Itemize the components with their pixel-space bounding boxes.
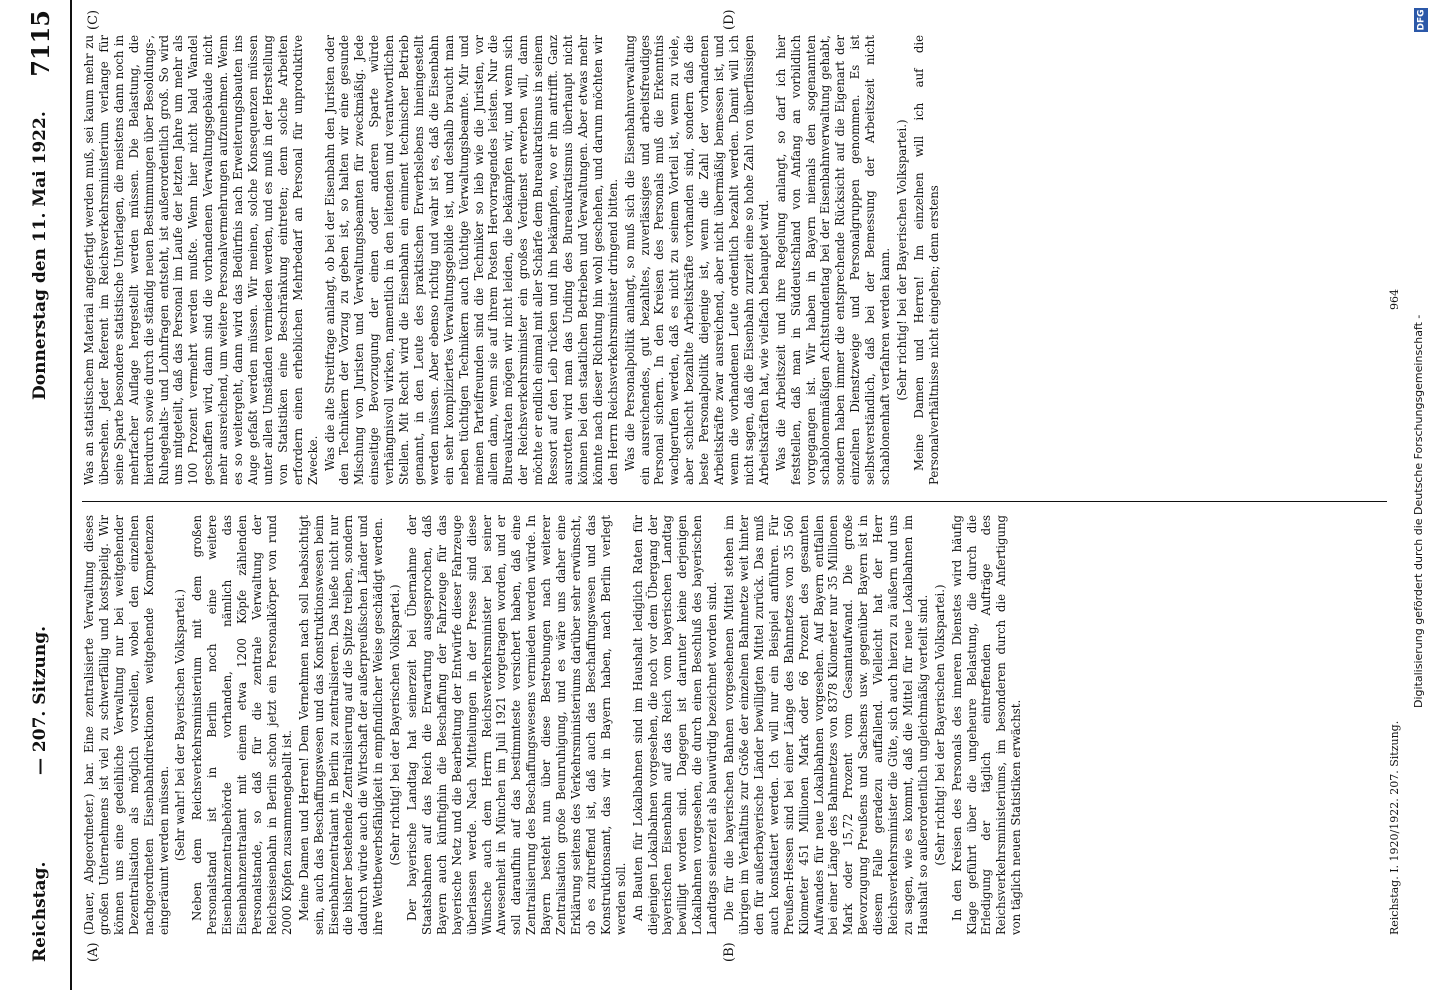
paragraph: Was die Personalpolitik anlangt, so muß sich die Eisenbahnverwaltung ein ausreichendes, gut bezahltes, zuverlässiges und arbeitsfreudiges Personal sichern. In den Kreisen des Personals muß die Erkenntnis wachgerufen werden, daß es nicht zu seinem Vorteil ist, wenn zu viele, aber schlecht bezahlte Arbeitskräfte vorhanden sind, sondern daß die beste Personalpolitik diejenige ist, wenn die Zahl der vorhandenen Arbeitskräfte zwar ausreichend, aber nicht übermäßig bemessen ist, und wenn die vorhandenen Leute ordentlich bezahlt werden. Damit will ich nicht sagen, daß die Eisenbahn zurzeit eine so hohe Zahl von überflüssigen Arbeitskräften hat, wie vielfach behauptet wird. [622, 35, 771, 485]
interjection: (Sehr richtig! bei der Bayerischen Volkspartei.) [388, 584, 403, 866]
right-column [82, 35, 1387, 485]
header-center: — 207. Sitzung. [30, 625, 50, 775]
paragraph: Was die Arbeitszeit und ihre Regelung anlangt, so darf ich hier feststellen, daß man in Süddeutschland von Anfang an vorbildlich vorgegangen ist. Wir haben in Bayern niemals den sogenannten schablonenmäßigen Achtstundentag bei der Eisenbahnverwaltung gehabt, sondern haben immer die entsprechende Rücksicht auf die Eigenart der einzelnen Dienstzweige und Personalgruppen genommen. Es ist selbstverständlich, daß bei der Bemessung der Arbeitszeit nicht schablonenhaft verfahren werden kann. [773, 35, 893, 485]
paragraph: Die für die bayerischen Bahnen vorgesehenen Mittel stehen im übrigen im Verhältnis zur Größe der einzelnen Bahnnetze weit hinter den für außerbayerische Länder bewilligten Mittel zurück. Das muß auch konstatiert werden. Ich will nur ein Beispiel anführen. Für Preußen-Hessen sind bei einer Länge des Bahnnetzes von 35 560 Kilometer 451 Millionen Mark oder 66 Prozent des gesamten Aufwandes für neue Lokalbahnen vorgesehen. Auf Bayern entfallen bei einer Länge des Bahnnetzes von 8378 Kilometer nur 35 Millionen Mark oder 15,72 Prozent vom Gesamtaufwand. Die große Bevorzugung Preußens und Sachsens usw. gegenüber Bayern ist in diesem Falle geradezu auffallend. Vielleicht hat der Herr Reichsverkehrsminister die Güte, sich auch hierzu zu äußern und uns zu sagen, wie es kommt, daß die Mittel für neue Lokalbahnen im Haushalt so außerordentlich ungleichmäßig verteilt sind. [722, 515, 930, 935]
digitization-notice-text: Digitalisierung gefördert durch die Deutsche Forschungsgemeinschaft - [1412, 314, 1425, 708]
paragraph: In den Kreisen des Personals des inneren Dienstes wird häufig Klage geführt über die ungeheure Belastung, die durch die Erledigung der täglich eintreffenden Aufträge des Reichsverkehrsministeriums, im besonderen durch die Anfertigung von täglich neuen Statistiken erwächst. [949, 515, 1024, 935]
page-number: 7115 [26, 10, 55, 77]
paragraph: Was an statistischem Material angefertigt werden muß, sei kaum mehr zu übersehen. Jeder Referent im Reichsverkehrsministerium verlange für seine Sparte besondere statistische Unterlagen, die meistens dann noch in mehrfacher Auflage hergestellt werden müssen. Die Belastung, die hierdurch sowie durch die ständig neuen Bestimmungen über Besoldungs-, Ruhegehalts- und Lohnfragen entsteht, ist außerordentlich groß. So wird uns mitgeteilt, daß das Personal im Laufe der letzten Jahre um mehr als 100 Prozent vermehrt werden mußte. Wenn hier nicht bald Wandel geschaffen wird, dann sind die vorhandenen Verwaltungsgebäude nicht mehr ausreichend, um weitere Personalvermehrungen aufzunehmen. Wenn es so weitergeht, dann wird das Bedürfnis nach Erweiterungsbauten ins Auge gefaßt werden müssen. Wir meinen, solche Konsequenzen müssen unter allen Umständen vermieden werden, und es muß in der Herstellung von Statistiken eine Beschränkung eintreten; denn solche Arbeiten erfordern einen erheblichen Mehrbedarf an Personal für unproduktive Zwecke. [82, 35, 320, 485]
left-column [82, 515, 1387, 935]
header-left: Reichstag. [30, 861, 50, 962]
marker-b: (B) [722, 942, 737, 962]
interjection: (Sehr wahr! bei der Bayerischen Volkspartei.) [173, 589, 188, 861]
digitization-notice [1412, 8, 1430, 998]
paragraph: Der bayerische Landtag hat seinerzeit bei Übernahme der Staatsbahnen auf das Reich die Erwartung ausgesprochen, daß Bayern auch künftighin die Beschaffung der Fahrzeuge für das bayerische Netz und die Bearbeitung der Entwürfe dieser Fahrzeuge überlassen werde. Nach Mitteilungen in der Presse sind diese Wünsche auch dem Herrn Reichsverkehrsminister bei seiner Anwesenheit in München im Juli 1921 vorgetragen worden, und er soll daraufhin auf das bestimmteste versichert haben, daß eine Zentralisierung des Beschaffungswesens vermieden werden würde. In Bayern besteht nun über diese Bestrebungen nach weiterer Zentralisation große Beunruhigung, und es wäre uns daher eine Erklärung seitens des Verkehrsministeriums darüber sehr erwünscht, ob es zutreffend ist, daß auch das Beschaffungswesen und das Konstruktionsamt, das wir in Bayern haben, nach Berlin verlegt werden soll. [405, 515, 628, 935]
interjection: (Sehr richtig! bei der Bayerischen Volkspartei.) [894, 119, 909, 401]
paragraph: Neben dem Reichsverkehrsministerium mit dem großen Personalstand ist in Berlin noch eine weitere Eisenbahnzentralbehörde vorhanden, nämlich das Eisenbahnzentralamt mit einem etwa 1200 Köpfe zählenden Personalstande, so daß für die zentrale Verwaltung der Reichseisenbahn in Berlin schon jetzt ein Personalkörper von rund 2000 Köpfen zusammengeballt ist. [190, 515, 294, 935]
header-right: Donnerstag den 11. Mai 1922. [30, 111, 50, 400]
paragraph: Meine Damen und Herren! Im einzelnen will ich auf die Personalverhältnisse nicht eingehen; denn erstens [911, 35, 941, 485]
interjection: (Sehr richtig! bei der Bayerischen Volkspartei.) [932, 584, 947, 866]
paragraph: An Bauten für Lokalbahnen sind im Haushalt lediglich Raten für diejenigen Lokalbahnen vorgesehen, die noch vor dem Übergang der bayerischen Eisenbahn auf das Reich vom bayerischen Landtag bewilligt worden sind. Dagegen ist darunter keine derjenigen Lokalbahnen vorgesehen, die durch einen Beschluß des bayerischen Landtags seinerzeit als bauwürdig bezeichnet worden sind. [630, 515, 720, 935]
marker-d: (D) [722, 9, 737, 30]
dfg-logo-icon: DFG [1414, 8, 1428, 32]
header-rule [70, 0, 72, 990]
page-footer: Reichstag. I. 1920/1922. 207. Sitzung. [1388, 720, 1401, 935]
paragraph: Was die alte Streitfrage anlangt, ob bei der Eisenbahn den Juristen oder den Technikern der Vorzug zu geben ist, so halten wir eine gesunde Mischung von Juristen und Verwaltungsbeamten für zweckmäßig. Jede einseitige Bevorzugung der einen oder anderen Sparte würde verhängnisvoll wirken, namentlich in den leitenden und verantwortlichen Stellen. Mit Recht wird die Eisenbahn ein eminent technischer Betrieb genannt, in den Leute des praktischen Erwerbslebens hineingestellt werden müssen. Aber ebenso richtig und wahr ist es, daß die Eisenbahn ein sehr kompliziertes Verwaltungsgebilde ist, und deshalb braucht man neben tüchtigen Technikern auch tüchtige Verwaltungsbeamte. Mir und meinen Parteifreunden sind die Techniker so lieb wie die Juristen, vor allem dann, wenn sie auf ihrem Posten Hervorragendes leisten. Nur die Bureaukraten mögen wir nicht leiden, die bekämpfen wir, und wenn sich der Reichsverkehrsminister ein großes Verdienst erwerben will, dann möchte er endlich einmal mit aller Schärfe dem Bureaukratismus in seinem Ressort auf den Leib rücken und ihn bekämpfen, wo er ihn antrifft. Ganz ausrotten wird man das Unding des Bureaukratismus überhaupt nicht können bei den staatlichen Betrieben und Verwaltungen. Aber etwas mehr könnte nach dieser Richtung hin wohl geschehen, und darum möchten wir den Herrn Reichsverkehrsminister dringend bitten. [322, 35, 620, 485]
marker-a: (A) [86, 942, 101, 962]
rotated-document-page [22, 0, 1407, 990]
marker-c: (C) [86, 9, 101, 30]
paragraph: (Dauer, Abgeordneter.) bar. Eine zentralisierte Verwaltung dieses großen Unternehmens ist viel zu schwerfällig und kostspielig. Wir können uns eine gedeihliche Verwaltung nur bei weitgehender Dezentralisation als möglich vorstellen, wobei den einzelnen nachgeordneten Eisenbahndirektionen weitgehende Kompetenzen eingeräumt werden müssen. [82, 515, 171, 935]
sheet-number: 964 [1388, 289, 1401, 310]
paragraph: Meine Damen und Herren! Dem Vernehmen nach soll beabsichtigt sein, auch das Beschaffungswesen und das Konstruktionswesen beim Eisenbahnzentralamt in Berlin zu zentralisieren. Das hieße nicht nur die bisher bestehende Zentralisierung auf die Spitze treiben, sondern dadurch würde auch die Wirtschaft der außerpreußischen Länder und ihre Wettbewerbsfähigkeit in empfindlicher Weise geschädigt werden. [296, 515, 386, 935]
column-divider [82, 501, 1387, 502]
